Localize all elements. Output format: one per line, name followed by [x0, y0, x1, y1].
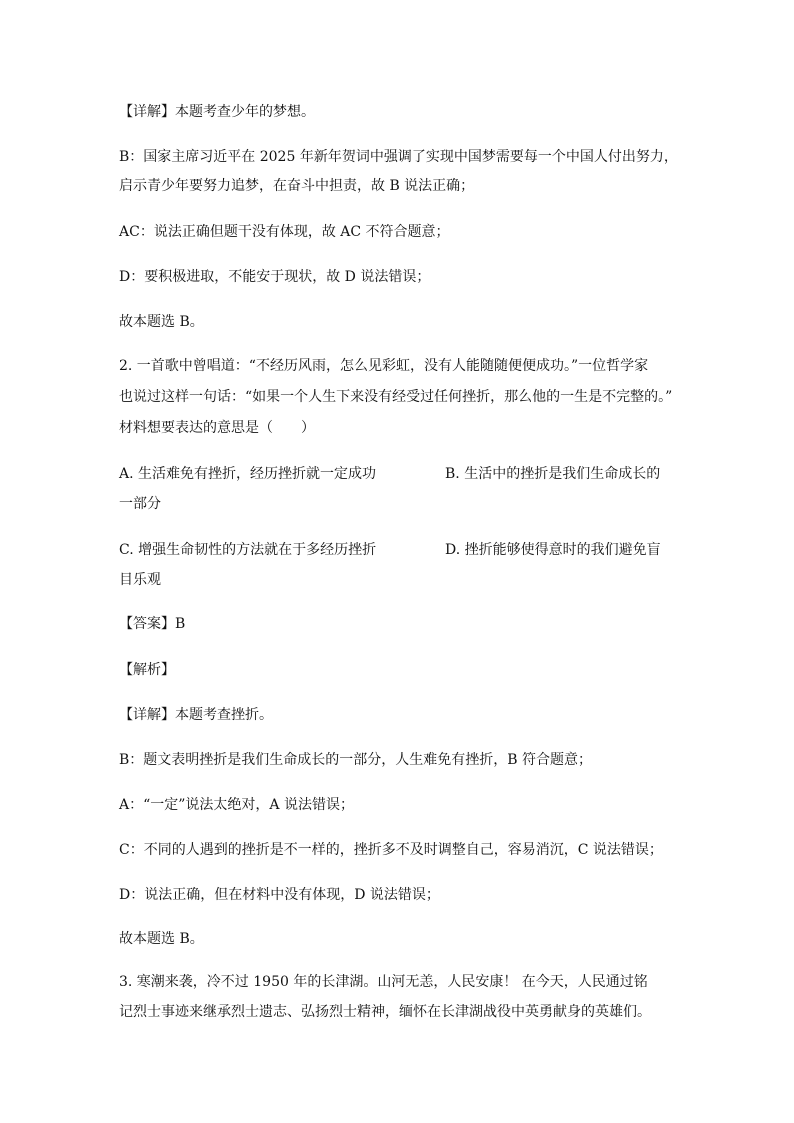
option-d-cont: 目乐观 [119, 572, 161, 588]
conclusion-line-q1: 故本题选 B。 [119, 314, 204, 330]
answer-line: 【答案】B [119, 616, 186, 632]
question-3-stem-line-2: 记烈士事迹来继承烈士遗志、弘扬烈士精神，缅怀在长津湖战役中英勇献身的英雄们。 [119, 1004, 651, 1020]
conclusion-line-q2: 故本题选 B。 [119, 931, 204, 947]
explanation-q2-a: A：“一定”说法太绝对，A 说法错误； [119, 797, 354, 813]
explanation-q2-c: C：不同的人遇到的挫折是不一样的，挫折多不及时调整自己，容易消沉，C 说法错误； [119, 842, 663, 858]
explanation-line-b-cont: 启示青少年要努力追梦，在奋斗中担责，故 B 说法正确； [119, 178, 475, 194]
explanation-line-d: D：要积极进取，不能安于现状，故 D 说法错误； [119, 269, 431, 285]
analysis-heading: 【解析】 [119, 662, 175, 678]
option-c: C. 增强生命韧性的方法就在于多经历挫折 [119, 542, 377, 558]
option-a: A. 生活难免有挫折，经历挫折就一定成功 [119, 466, 377, 482]
option-b-cont: 一部分 [119, 496, 161, 512]
explanation-line-ac: AC：说法正确但题干没有体现，故 AC 不符合题意； [119, 224, 450, 240]
question-2-stem-line-2: 也说过这样一句话：“如果一个人生下来没有经受过任何挫折，那么他的一生是不完整的。” [119, 389, 673, 405]
question-2-stem-line-3: 材料想要表达的意思是（ ） [119, 420, 315, 436]
question-2-stem-line-1: 2. 一首歌中曾唱道：“不经历风雨，怎么见彩虹，没有人能随随便便成功。”一位哲学家 [119, 358, 649, 374]
explanation-line-b: B：国家主席习近平在 2025 年新年贺词中强调了实现中国梦需要每一个中国人付出努力， [119, 149, 678, 165]
detail-heading-q2: 【详解】本题考查挫折。 [119, 707, 273, 723]
explanation-q2-d: D：说法正确，但在材料中没有体现，D 说法错误； [119, 887, 440, 903]
detail-heading-q1: 【详解】本题考查少年的梦想。 [119, 104, 315, 120]
question-3-stem-line-1: 3. 寒潮来袭，冷不过 1950 年的长津湖。山河无恙，人民安康！ 在今天，人民通过铭 [119, 974, 648, 990]
option-d: D. 挫折能够使得意时的我们避免盲 [445, 542, 661, 558]
option-b: B. 生活中的挫折是我们生命成长的 [445, 466, 661, 482]
explanation-q2-b: B：题文表明挫折是我们生命成长的一部分，人生难免有挫折，B 符合题意； [119, 752, 593, 768]
